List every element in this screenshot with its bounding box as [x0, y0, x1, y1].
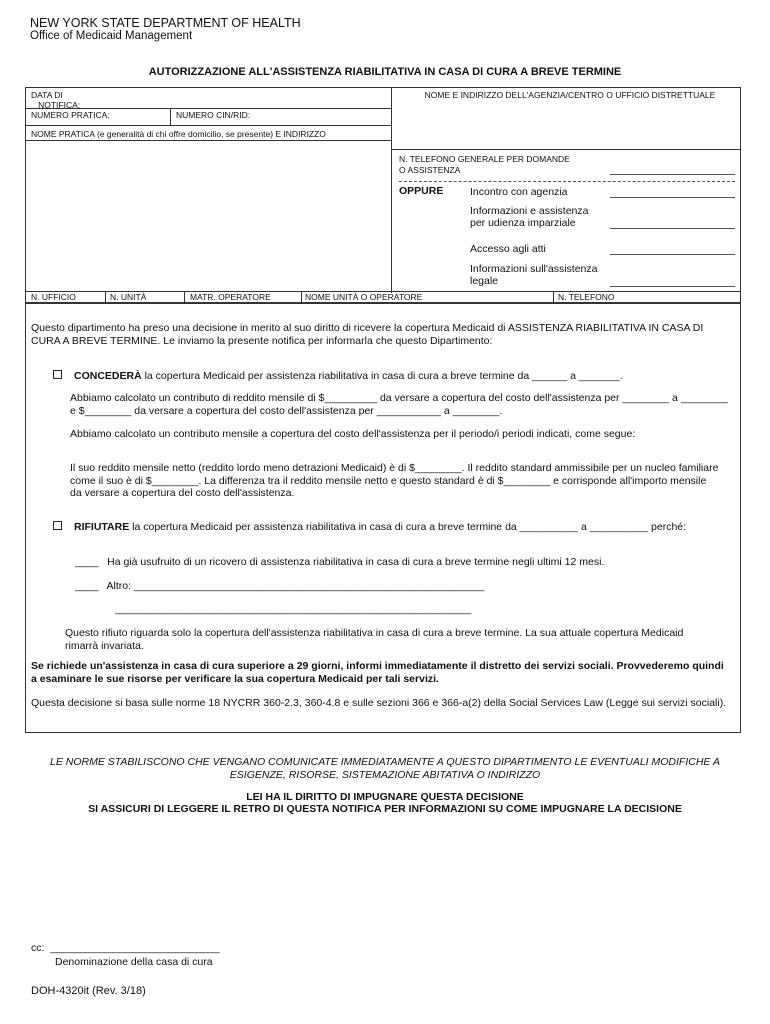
- informazioni-legale-label: Informazioni sull'assistenza legale: [470, 263, 598, 287]
- nome-unita-operatore-label: NOME UNITÀ O OPERATORE: [305, 292, 423, 302]
- intro-paragraph: Questo dipartimento ha preso una decisione in merito al suo diritto di ricevere la copertura Medicaid di ASSISTENZA RIABILITATIVA IN CASA DI CURA A BREVE TERMINE. Le inviamo la presente notifica per informarla che questo Dipartimento:: [31, 322, 704, 347]
- cc-line: cc: _____________________________: [31, 942, 220, 954]
- motivo-altro-line: _____________________________________________________________: [115, 603, 472, 615]
- informazioni-udienza-label: Informazioni e assistenza per udienza imparziale: [470, 205, 589, 229]
- assistenza-29-giorni: Se richiede un'assistenza in casa di cura superiore a 29 giorni, informi immediatamente il distretto dei servizi sociali. Provvederemo quindi a esaminare le sue risorse per verificare la sua copertura Medicaid per tali servizi.: [31, 660, 724, 685]
- numero-cin-label: NUMERO CIN/RID:: [176, 110, 251, 120]
- n-telefono-label: N. TELEFONO: [558, 292, 615, 302]
- rifiutare-line: [53, 521, 713, 534]
- nome-pratica-label: NOME PRATICA (e generalità di chi offre domicilio, se presente) E INDIRIZZO: [31, 129, 326, 139]
- reddito-paragraph: Il suo reddito mensile netto (reddito lordo meno detrazioni Medicaid) è di $________. Il reddito standard ammissibile per un nucleo familiare come il suo è di $________. La differenza tra il reddito mensile netto e questo standard è di $________ e corrisponde all'importo mensile da versare a copertura del costo dell'assistenza.: [70, 462, 719, 499]
- rifiuto-nota: Questo rifiuto riguarda solo la copertura dell'assistenza riabilitativa in casa di cura a breve termine. La sua attuale copertura Medicaid rimarrà invariata.: [65, 627, 684, 652]
- denominazione-casa-cura: Denominazione della casa di cura: [55, 956, 213, 968]
- n-ufficio-label: N. UFFICIO: [31, 292, 76, 302]
- concedera-line: [53, 370, 743, 383]
- incontro-agenzia-label: Incontro con agenzia: [470, 186, 568, 198]
- numero-pratica-label: NUMERO PRATICA:: [31, 110, 110, 120]
- norme-comunicazione: LE NORME STABILISCONO CHE VENGANO COMUNICATE IMMEDIATAMENTE A QUESTO DIPARTIMENTO LE EVENTUALI MODIFICHE A ESIGENZE, RISORSE, SISTEMAZIONE ABITATIVA O INDIRIZZO: [50, 756, 720, 781]
- form-grid-top: [25, 87, 741, 303]
- agency-address-label: NOME E INDIRIZZO DELL'AGENZIA/CENTRO O UFFICIO DISTRETTUALE: [424, 90, 716, 100]
- form-number: DOH-4320it (Rev. 3/18): [31, 985, 146, 997]
- concedera-text: la copertura Medicaid per assistenza riabilitativa in casa di cura a breve termine da ______ a _______.: [141, 370, 623, 382]
- matr-operatore-label: MATR. OPERATORE: [190, 292, 271, 302]
- n-unita-label: N. UNITÀ: [110, 292, 147, 302]
- contributo-paragraph-2: Abbiamo calcolato un contributo mensile a copertura del costo dell'assistenza per il periodo/i periodi indicati, come segue:: [70, 428, 636, 440]
- rifiutare-checkbox[interactable]: [53, 521, 62, 530]
- leggere-retro: SI ASSICURI DI LEGGERE IL RETRO DI QUESTA NOTIFICA PER INFORMAZIONI SU COME IMPUGNARE LA DECISIONE: [88, 803, 682, 815]
- rifiutare-text: la copertura Medicaid per assistenza riabilitativa in casa di cura a breve termine da __________ a __________ perché:: [129, 521, 687, 533]
- oppure-label: OPPURE: [399, 185, 444, 197]
- contributo-paragraph-1: Abbiamo calcolato un contributo di reddito mensile di $_________ da versare a copertura del costo dell'assistenza per ________ a ________ e $________ da versare a copertura del costo dell'assistenza per ___________ a ________.: [70, 392, 728, 417]
- concedera-checkbox[interactable]: [53, 370, 62, 379]
- rifiutare-label: RIFIUTARE: [74, 521, 130, 533]
- telefono-generale-label: N. TELEFONO GENERALE PER DOMANDE O ASSISTENZA: [399, 154, 570, 175]
- diritto-impugnare: LEI HA IL DIRITTO DI IMPUGNARE QUESTA DECISIONE: [246, 791, 524, 803]
- motivo-altro: ____ Altro: ____________________________________________________________: [75, 580, 485, 592]
- data-notifica-label: DATA DI NOTIFICA:: [31, 90, 81, 110]
- accesso-atti-label: Accesso agli atti: [470, 243, 546, 255]
- form-title: AUTORIZZAZIONE ALL'ASSISTENZA RIABILITATIVA IN CASA DI CURA A BREVE TERMINE: [148, 66, 622, 78]
- norme-paragraph: Questa decisione si basa sulle norme 18 NYCRR 360-2.3, 360-4.8 e sulle sezioni 366 e 366-a(2) della Social Services Law (Legge sui servizi sociali).: [31, 697, 727, 709]
- motivo-ricovero: ____ Ha già usufruito di un ricovero di assistenza riabilitativa in casa di cura a breve termine negli ultimi 12 mesi.: [75, 556, 605, 568]
- agency-name: NEW YORK STATE DEPARTMENT OF HEALTH: [30, 16, 301, 30]
- concedera-label: CONCEDERÀ: [74, 370, 142, 382]
- office-name: Office of Medicaid Management: [30, 30, 193, 42]
